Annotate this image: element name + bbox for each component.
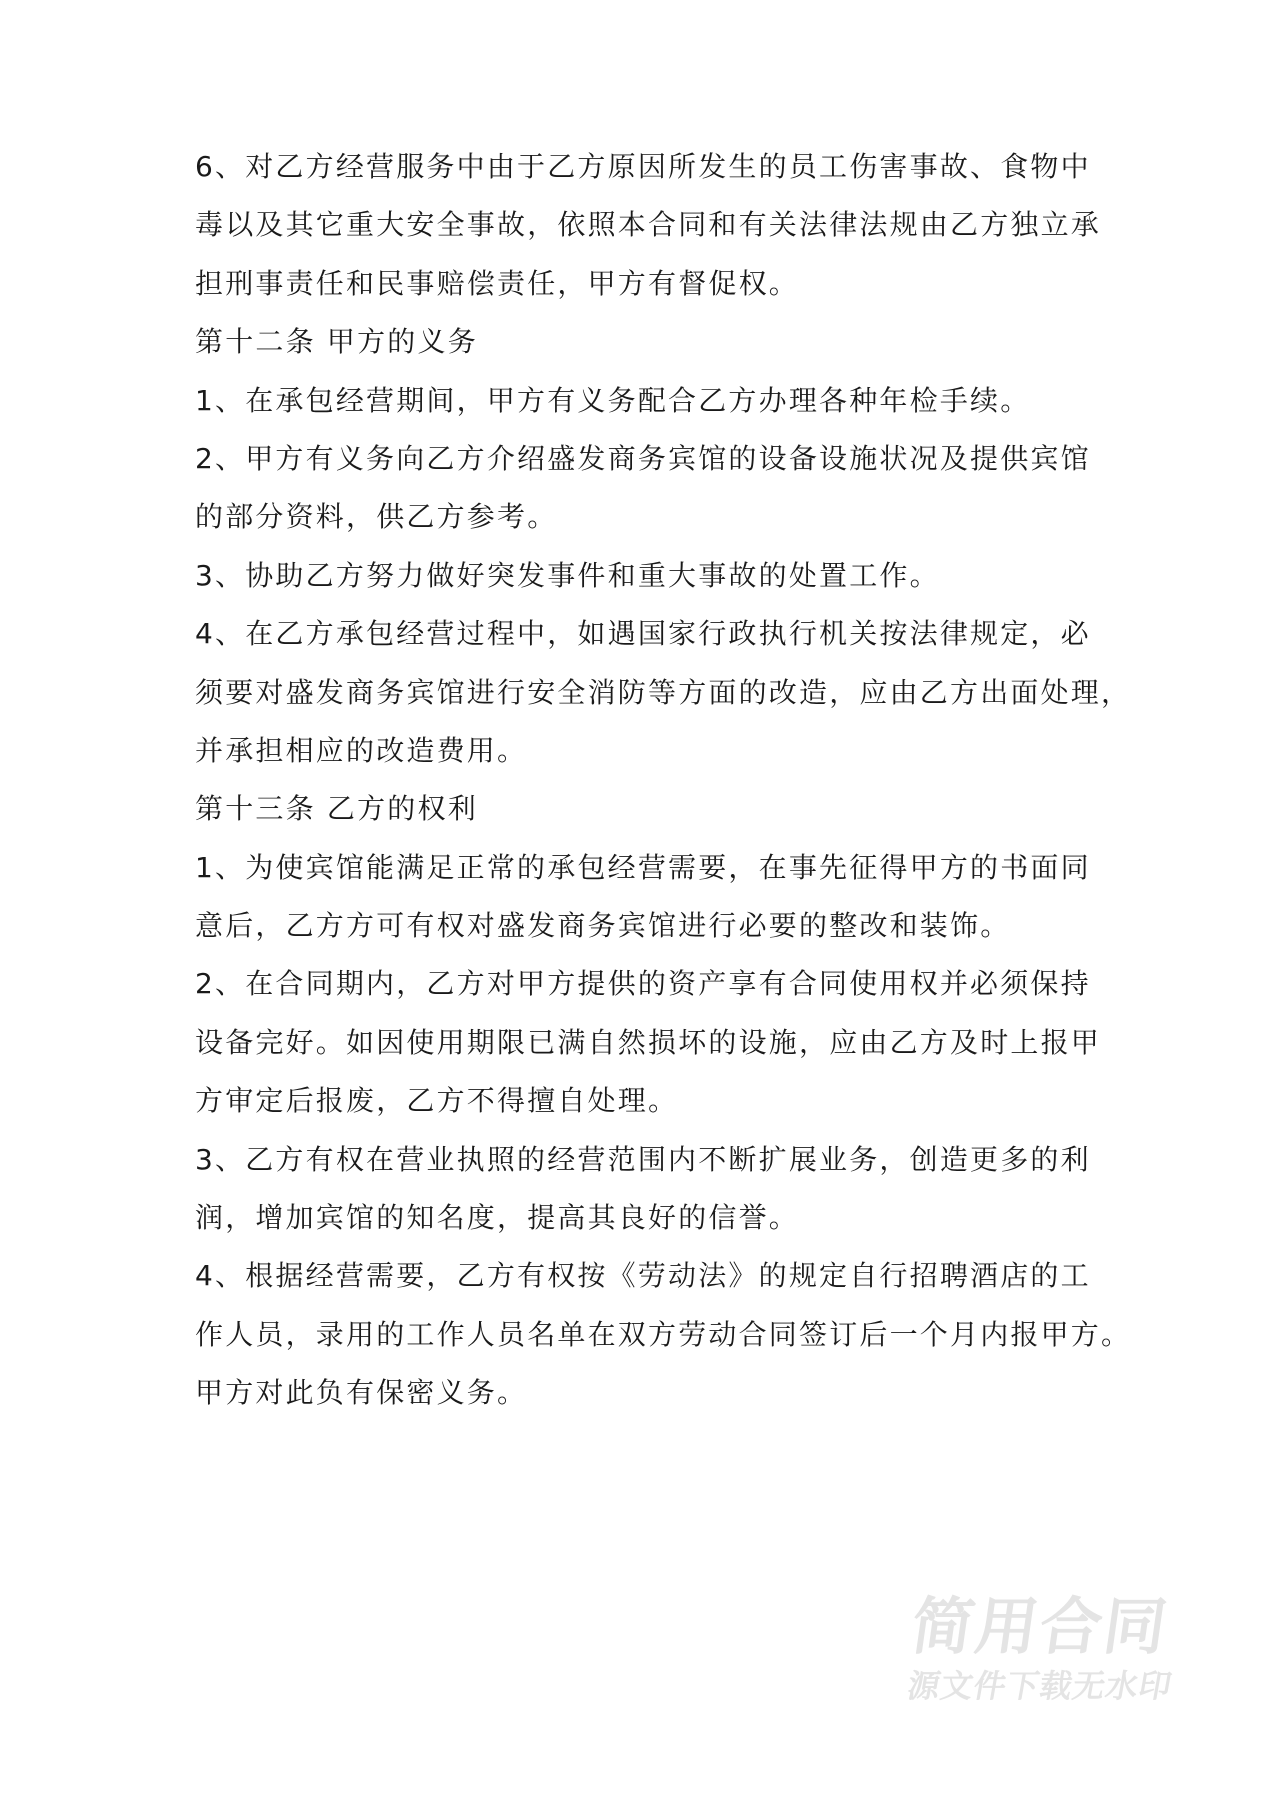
article-13-item-4-line-2: 作人员，录用的工作人员名单在双方劳动合同签订后一个月内报甲方。 xyxy=(195,1317,1132,1351)
article-12-item-4-line-1: 4、在乙方承包经营过程中，如遇国家行政执行机关按法律规定，必 xyxy=(195,617,1091,651)
article-13-item-3-line-1: 3、乙方有权在营业执照的经营范围内不断扩展业务，创造更多的利 xyxy=(195,1142,1091,1176)
clause-6-line-3: 担刑事责任和民事赔偿责任，甲方有督促权。 xyxy=(195,266,800,300)
clause-6-line-1: 6、对乙方经营服务中由于乙方原因所发生的员工伤害事故、食物中 xyxy=(195,150,1091,183)
article-12-item-4-line-3: 并承担相应的改造费用。 xyxy=(195,733,528,767)
article-12-heading: 第十二条 甲方的义务 xyxy=(195,325,478,359)
article-13-item-1-line-1: 1、为使宾馆能满足正常的承包经营需要，在事先征得甲方的书面同 xyxy=(195,850,1091,884)
article-13-item-3-line-2: 润，增加宾馆的知名度，提高其良好的信誉。 xyxy=(195,1201,800,1235)
article-12-item-3: 3、协助乙方努力做好突发事件和重大事故的处置工作。 xyxy=(195,558,940,592)
article-13-item-2-line-3: 方审定后报废，乙方不得擅自处理。 xyxy=(195,1084,679,1118)
article-12-item-2-line-1: 2、甲方有义务向乙方介绍盛发商务宾馆的设备设施状况及提供宾馆 xyxy=(195,441,1091,475)
watermark-subtitle: 源文件下载无水印 xyxy=(904,1667,1176,1705)
article-12-item-2-line-2: 的部分资料，供乙方参考。 xyxy=(195,500,558,534)
document-page xyxy=(195,138,1132,1423)
article-13-item-1-line-2: 意后，乙方方可有权对盛发商务宾馆进行必要的整改和装饰。 xyxy=(195,909,1011,943)
clause-6-line-2: 毒以及其它重大安全事故，依照本合同和有关法律法规由乙方独立承 xyxy=(195,208,1102,242)
article-13-heading: 第十三条 乙方的权利 xyxy=(195,792,478,826)
watermark xyxy=(880,1590,1200,1708)
article-13-item-4-line-3: 甲方对此负有保密义务。 xyxy=(195,1376,528,1410)
article-12-item-1: 1、在承包经营期间，甲方有义务配合乙方办理各种年检手续。 xyxy=(195,383,1031,417)
article-13-item-2-line-2: 设备完好。如因使用期限已满自然损坏的设施，应由乙方及时上报甲 xyxy=(195,1025,1102,1059)
article-12-item-4-line-2: 须要对盛发商务宾馆进行安全消防等方面的改造，应由乙方出面处理， xyxy=(195,675,1132,709)
article-13-item-2-line-1: 2、在合同期内，乙方对甲方提供的资产享有合同使用权并必须保持 xyxy=(195,967,1091,1001)
article-13-item-4-line-1: 4、根据经营需要，乙方有权按《劳动法》的规定自行招聘酒店的工 xyxy=(195,1259,1091,1293)
watermark-title: 简用合同 xyxy=(906,1590,1174,1663)
